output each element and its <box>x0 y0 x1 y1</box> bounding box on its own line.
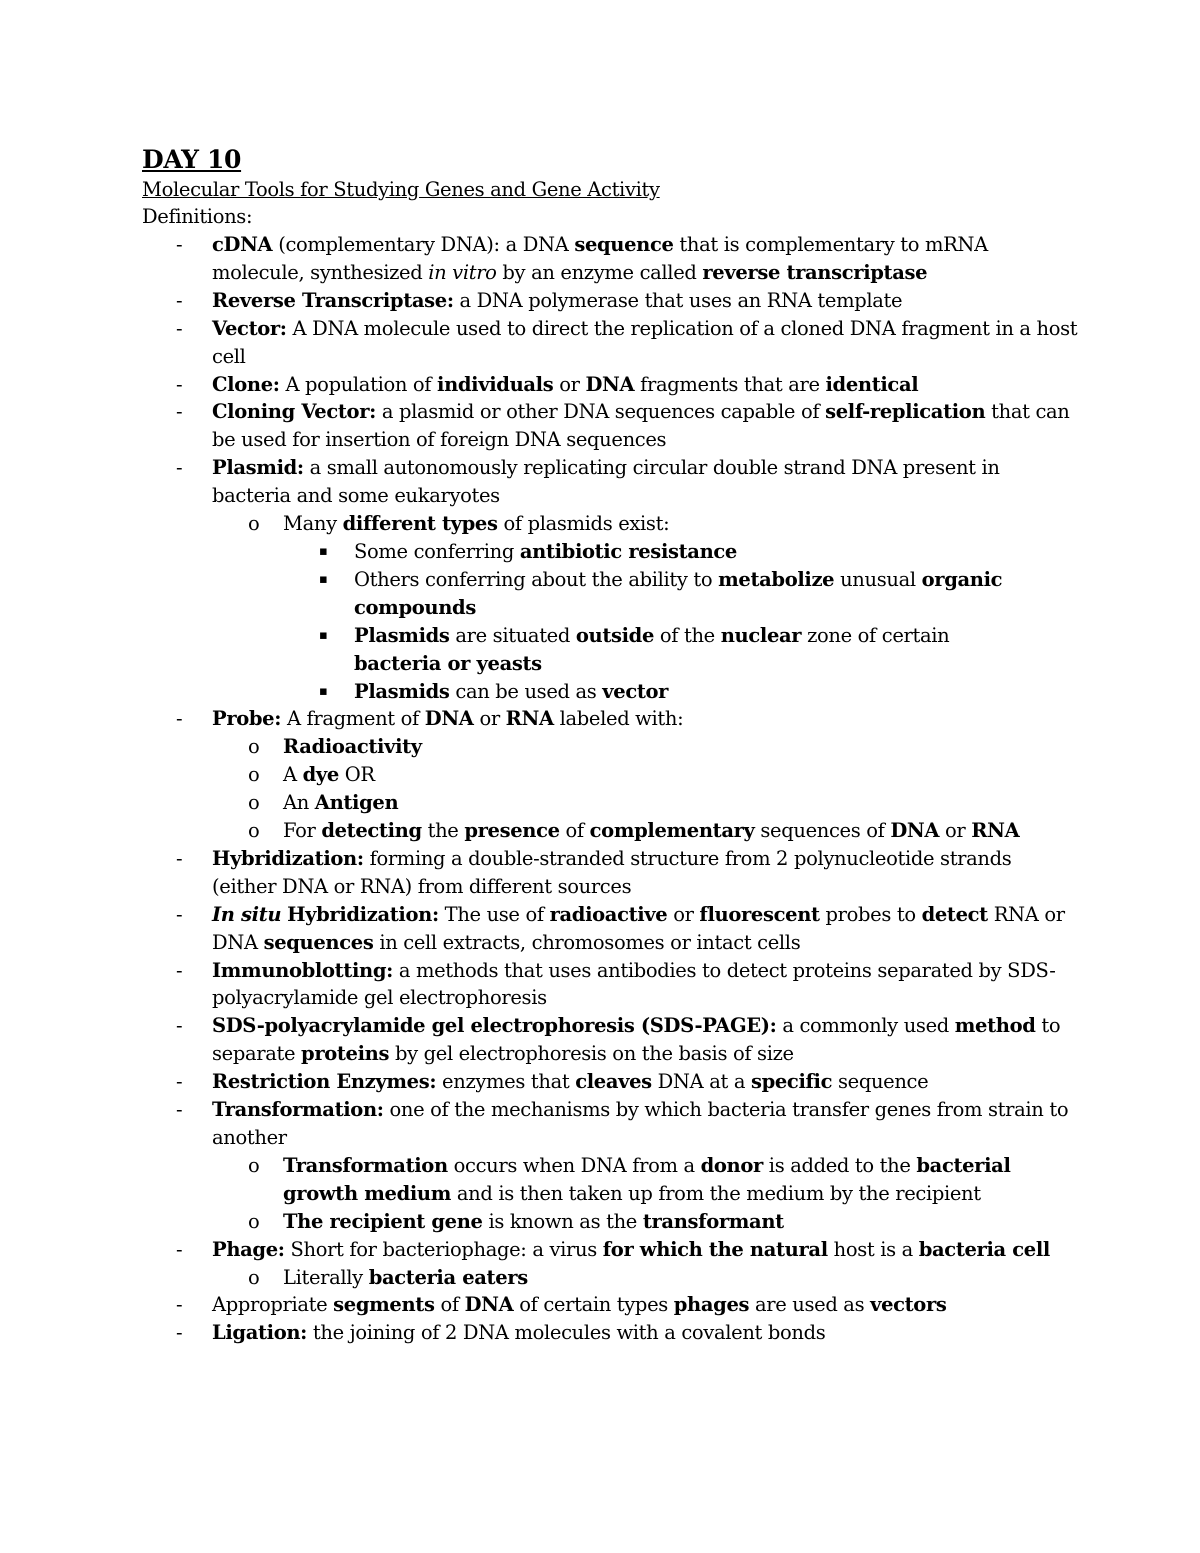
item-text <box>212 317 1077 368</box>
text-run: Short for bacteriophage: a virus <box>284 1237 603 1261</box>
bold-text: identical <box>825 372 919 396</box>
sub-sub-item <box>283 622 1080 678</box>
sub-sub-item <box>283 538 1080 566</box>
nested-list <box>212 1152 1080 1236</box>
item-text <box>212 233 988 284</box>
bold-text: donor <box>700 1153 763 1177</box>
item-text <box>212 707 683 730</box>
text-run: An <box>283 791 315 815</box>
text-run: is added to the <box>762 1153 917 1177</box>
text-run: a commonly used <box>776 1014 955 1038</box>
text-run: of <box>434 1293 465 1317</box>
item-text <box>283 1154 1011 1205</box>
text-run: in cell extracts, chromosomes or intact cells <box>373 930 801 954</box>
bold-text: sequence <box>574 233 674 256</box>
bold-text: organic compounds <box>354 567 1003 619</box>
bold-text: Transformation <box>283 1153 448 1177</box>
text-run: the <box>421 819 465 843</box>
text-run: to separate <box>212 1014 1061 1066</box>
text-run: is known as the <box>482 1209 643 1233</box>
text-run: For <box>283 819 322 843</box>
bold-text: SDS-polyacrylamide gel electrophoresis (SDS-PAGE): <box>212 1014 777 1038</box>
text-run: of the <box>654 623 721 647</box>
text-run: Some conferring <box>354 539 520 563</box>
definition-item <box>0 705 1200 845</box>
bold-text: detecting <box>321 819 422 843</box>
bold-text: proteins <box>301 1042 390 1066</box>
text-run: or <box>553 372 586 396</box>
definition-item <box>0 398 1200 454</box>
bold-text: cDNA <box>212 233 273 256</box>
bullet-marker: o <box>248 512 260 536</box>
bullet-marker: - <box>176 456 183 480</box>
text-run: probes to <box>819 902 922 926</box>
text-run: and is then taken up from the medium by the recipient <box>451 1181 981 1205</box>
item-text <box>354 568 1002 619</box>
bold-text: individuals <box>437 372 554 396</box>
text-run: A <box>283 763 303 787</box>
item-text <box>354 540 737 563</box>
text-run: The use of <box>438 902 550 926</box>
bold-text: The recipient gene <box>283 1209 483 1233</box>
bold-text: outside <box>575 623 655 647</box>
bullet-marker: - <box>176 400 183 424</box>
bold-text: Immunoblotting: <box>212 958 393 982</box>
nested-list <box>212 510 1080 705</box>
bold-text: Plasmids <box>354 679 450 703</box>
definitions-label: Definitions: <box>142 205 253 228</box>
text-run: Appropriate <box>212 1293 334 1317</box>
bold-text: Plasmid: <box>212 456 304 480</box>
text-run: fragments that are <box>634 372 826 396</box>
item-text <box>212 289 902 312</box>
item-text <box>212 400 1070 451</box>
bullet-marker: o <box>248 791 260 815</box>
bullet-marker: - <box>176 958 183 982</box>
text-run: by an enzyme called <box>496 260 703 284</box>
item-text <box>212 1098 1068 1149</box>
item-text <box>283 1210 784 1233</box>
item-text <box>283 1266 528 1289</box>
item-text <box>212 1238 1050 1261</box>
text-run: the joining of 2 DNA molecules with a covalent bonds <box>307 1321 826 1345</box>
bold-text: Antigen <box>314 791 399 815</box>
bold-text: Phage: <box>212 1237 285 1261</box>
text-run: zone of certain <box>801 623 950 647</box>
bold-text: RNA <box>971 819 1020 843</box>
bullet-marker: - <box>176 1070 183 1094</box>
text-run: A DNA molecule used to direct the replication of a cloned DNA fragment in a host cell <box>212 316 1078 368</box>
text-run: or <box>667 902 700 926</box>
text-run: of certain types <box>513 1293 674 1317</box>
nested-list <box>212 733 1080 845</box>
bullet-marker: o <box>248 1153 260 1177</box>
text-run: OR <box>338 763 375 787</box>
bold-text: DNA <box>585 372 635 396</box>
definition-item <box>0 957 1200 1013</box>
bold-text: transformant <box>642 1209 784 1233</box>
item-text <box>212 1070 928 1093</box>
item-text <box>212 1321 825 1344</box>
bold-text: RNA <box>505 707 554 731</box>
definition-item <box>0 231 1200 287</box>
sub-item <box>212 1208 1080 1236</box>
text-run: of plasmids exist: <box>497 512 670 536</box>
item-text <box>283 735 422 758</box>
text-run: occurs when DNA from a <box>447 1153 701 1177</box>
bold-text: Plasmids <box>354 623 450 647</box>
bullet-marker: o <box>248 1209 260 1233</box>
nested-list <box>283 538 1080 705</box>
text-run: one of the mechanisms by which bacteria transfer genes from strain to another <box>212 1098 1069 1149</box>
bullet-marker: - <box>176 1014 183 1038</box>
item-text <box>212 373 918 396</box>
bold-text: Radioactivity <box>283 735 422 759</box>
bold-text: dye <box>302 763 339 787</box>
text-run: DNA at a <box>651 1070 751 1094</box>
italic-text: in vitro <box>428 260 497 284</box>
bold-text: fluorescent <box>699 902 820 926</box>
text-run: or <box>939 819 972 843</box>
bold-text: method <box>954 1014 1036 1038</box>
bold-text: DNA <box>424 707 474 731</box>
text-run: a methods that uses antibodies to detect proteins separated by SDS-polyacrylamide gel electrophoresis <box>212 958 1056 1010</box>
text-run: forming a double-stranded structure from 2 polynucleotide strands (either DNA or RNA) from different sources <box>212 846 1012 898</box>
bold-text: Hybridization: <box>212 846 364 870</box>
text-run: RNA or DNA <box>212 902 1065 954</box>
bold-text: DNA <box>464 1293 514 1317</box>
text-run: are situated <box>449 623 576 647</box>
bullet-marker: ▪ <box>319 627 328 643</box>
bullet-marker: ▪ <box>319 683 328 699</box>
text-run: by gel electrophoresis on the basis of size <box>389 1042 794 1066</box>
bold-text: segments <box>333 1293 435 1317</box>
bold-text: vector <box>602 679 669 703</box>
item-text <box>212 903 1065 954</box>
bold-text: Probe: <box>212 707 282 731</box>
text-run: a small autonomously replicating circular double strand DNA present in bacteria and some eukaryotes <box>212 456 1000 508</box>
item-text <box>354 624 949 675</box>
bullet-marker: ▪ <box>319 543 328 559</box>
item-text <box>212 1293 947 1316</box>
text-run: labeled with: <box>553 707 684 731</box>
item-text <box>283 791 398 814</box>
definition-item <box>0 1096 1200 1236</box>
bold-text: self-replication <box>825 400 986 424</box>
item-text <box>354 680 668 703</box>
text-run: of <box>559 819 590 843</box>
bold-text: nuclear <box>720 623 802 647</box>
sub-item <box>212 789 1080 817</box>
bold-text: bacteria cell <box>918 1237 1050 1261</box>
text-run: Others conferring about the ability to <box>354 567 719 591</box>
text-run: enzymes that <box>436 1070 576 1094</box>
bullet-marker: ▪ <box>319 571 328 587</box>
text-run: that can be used for insertion of foreign DNA sequences <box>212 400 1070 452</box>
bold-text: sequences <box>263 930 374 954</box>
bold-text: detect <box>921 902 988 926</box>
bold-text: phages <box>673 1293 750 1317</box>
bold-text: Cloning Vector: <box>212 400 376 424</box>
page-subtitle: Molecular Tools for Studying Genes and Gene Activity <box>142 178 660 201</box>
definition-item <box>0 315 1200 371</box>
item-text <box>212 1014 1060 1065</box>
bold-text: bacteria or yeasts <box>354 651 542 675</box>
bullet-marker: - <box>176 1293 183 1317</box>
bullet-marker: - <box>176 233 183 256</box>
bold-text: In situ <box>212 902 282 926</box>
bullet-marker: - <box>176 316 183 340</box>
bold-text: Ligation: <box>212 1321 308 1345</box>
text-run: (complementary DNA): a DNA <box>272 233 575 256</box>
text-run: unusual <box>834 567 922 591</box>
sub-item <box>212 1264 1080 1292</box>
bullet-marker: - <box>176 1098 183 1122</box>
bold-text: Restriction Enzymes: <box>212 1070 437 1094</box>
bullet-marker: o <box>248 735 260 759</box>
bold-text: antibiotic resistance <box>519 539 737 563</box>
bold-text: Vector: <box>212 316 287 340</box>
item-text <box>212 847 1011 898</box>
text-run: a plasmid or other DNA sequences capable of <box>375 400 826 424</box>
text-run: or <box>473 707 506 731</box>
text-run: a DNA polymerase that uses an RNA template <box>453 288 903 312</box>
bold-text: cleaves <box>575 1070 652 1094</box>
definition-item <box>0 287 1200 315</box>
bullet-marker: - <box>176 846 183 870</box>
bullet-marker: - <box>176 902 183 926</box>
sub-sub-item <box>283 678 1080 706</box>
item-text <box>283 512 669 535</box>
bold-text: Reverse Transcriptase: <box>212 288 454 312</box>
bold-text: complementary <box>589 819 755 843</box>
bold-text: reverse transcriptase <box>702 260 928 284</box>
bullet-marker: - <box>176 1321 183 1345</box>
item-text <box>212 959 1055 1010</box>
bullet-marker: o <box>248 763 260 787</box>
bold-text: DNA <box>890 819 940 843</box>
definition-item <box>0 454 1200 705</box>
definition-item <box>0 1291 1200 1319</box>
sub-item <box>212 761 1080 789</box>
text-run: sequence <box>832 1070 929 1094</box>
bullet-marker: o <box>248 819 260 843</box>
bullet-marker: - <box>176 1237 183 1261</box>
bold-text: bacteria eaters <box>368 1265 528 1289</box>
definition-item <box>0 1236 1200 1292</box>
sub-sub-item <box>283 566 1080 622</box>
definitions-list <box>0 231 1200 1347</box>
definition-item <box>0 1012 1200 1068</box>
text-run: Literally <box>283 1265 369 1289</box>
bullet-marker: o <box>248 1265 260 1289</box>
text-run: A fragment of <box>281 707 425 731</box>
bold-text: different types <box>342 512 498 536</box>
text-run: sequences of <box>754 819 891 843</box>
text-run: can be used as <box>449 679 603 703</box>
definition-item <box>0 1319 1200 1347</box>
bold-text: Transformation: <box>212 1098 384 1122</box>
page-title: DAY 10 <box>142 145 242 174</box>
definition-item <box>0 1068 1200 1096</box>
bold-text: vectors <box>870 1293 947 1317</box>
definition-item <box>0 845 1200 901</box>
sub-item <box>212 510 1080 705</box>
bold-text: Hybridization: <box>287 902 439 926</box>
bullet-marker: - <box>176 372 183 396</box>
text-run: host is a <box>827 1237 919 1261</box>
item-text <box>212 456 1000 507</box>
bullet-marker: - <box>176 707 183 731</box>
definition-item <box>0 901 1200 957</box>
sub-item <box>212 733 1080 761</box>
item-text <box>283 763 375 786</box>
text-run: Many <box>283 512 343 536</box>
item-text <box>283 819 1019 842</box>
nested-list <box>212 1264 1080 1292</box>
text-run: that is complementary to mRNA molecule, synthesized <box>212 233 988 284</box>
text-run: A population of <box>279 372 438 396</box>
definition-item <box>0 371 1200 399</box>
bullet-marker: - <box>176 288 183 312</box>
bold-text: Clone: <box>212 372 280 396</box>
bold-text: bacterial growth medium <box>283 1153 1011 1205</box>
bold-text: for which the natural <box>602 1237 828 1261</box>
bold-text: presence <box>464 819 560 843</box>
bold-text: radioactive <box>549 902 668 926</box>
sub-item <box>212 1152 1080 1208</box>
bold-text: specific <box>750 1070 833 1094</box>
text-run: are used as <box>749 1293 871 1317</box>
bold-text: metabolize <box>718 567 835 591</box>
sub-item <box>212 817 1080 845</box>
